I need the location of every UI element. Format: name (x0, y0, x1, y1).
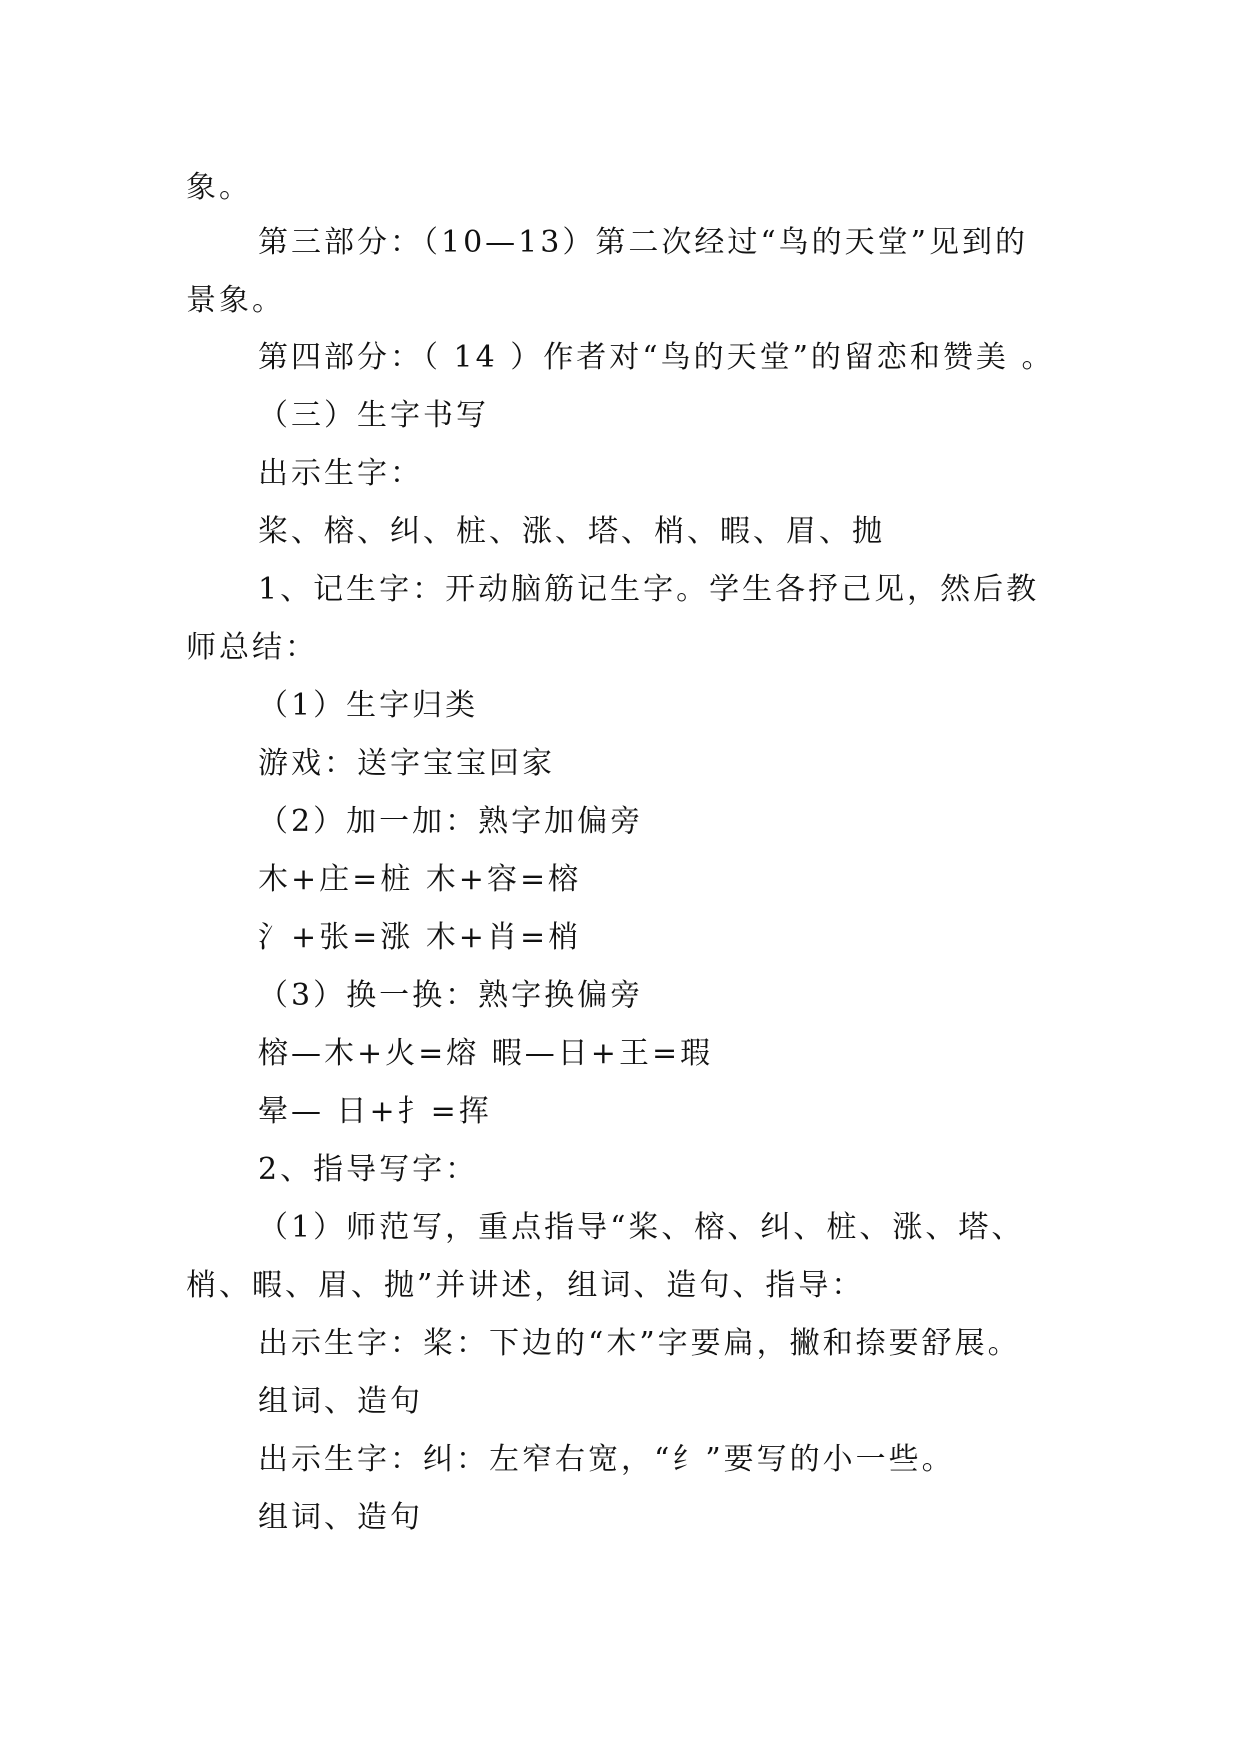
text-line: 游戏：送字宝宝回家 (258, 746, 555, 781)
subheading: （3）换一换：熟字换偏旁 (258, 978, 644, 1013)
subheading: （1）生字归类 (258, 688, 479, 723)
text-line: 象。 (186, 170, 252, 205)
section-heading: （三）生字书写 (258, 398, 489, 433)
text-line: 第三部分：（10—13）第二次经过“鸟的天堂”见到的 (258, 225, 1029, 260)
text-line: （1）师范写，重点指导“桨、榕、纠、桩、涨、塔、 (258, 1210, 1025, 1245)
formula-line: 榕—木+火=熔 暇—日+王=瑕 (258, 1036, 714, 1071)
text-line: 出示生字：纠：左窄右宽，“纟”要写的小一些。 (258, 1442, 955, 1477)
text-line: 2、指导写字： (258, 1152, 479, 1187)
text-line: 出示生字： (258, 456, 423, 491)
text-line: 景象。 (186, 283, 285, 318)
text-line: 师总结： (186, 630, 318, 665)
formula-line: 木+庄=桩 木+容=榕 (258, 862, 582, 897)
text-line: 梢、暇、眉、抛”并讲述，组词、造句、指导： (186, 1268, 865, 1303)
text-line: 组词、造句 (258, 1500, 423, 1535)
character-list: 桨、榕、纠、桩、涨、塔、梢、暇、眉、抛 (258, 514, 885, 549)
formula-line: 氵+张=涨 木+肖=梢 (258, 920, 582, 955)
text-line: 第四部分：（ 14 ）作者对“鸟的天堂”的留恋和赞美 。 (258, 340, 1055, 375)
text-line: 1、记生字：开动脑筋记生字。学生各抒己见，然后教 (258, 572, 1040, 607)
text-line: 出示生字：桨：下边的“木”字要扁，撇和捺要舒展。 (258, 1326, 1021, 1361)
subheading: （2）加一加：熟字加偏旁 (258, 804, 644, 839)
formula-line: 晕— 日+扌=挥 (258, 1094, 492, 1129)
text-line: 组词、造句 (258, 1384, 423, 1419)
